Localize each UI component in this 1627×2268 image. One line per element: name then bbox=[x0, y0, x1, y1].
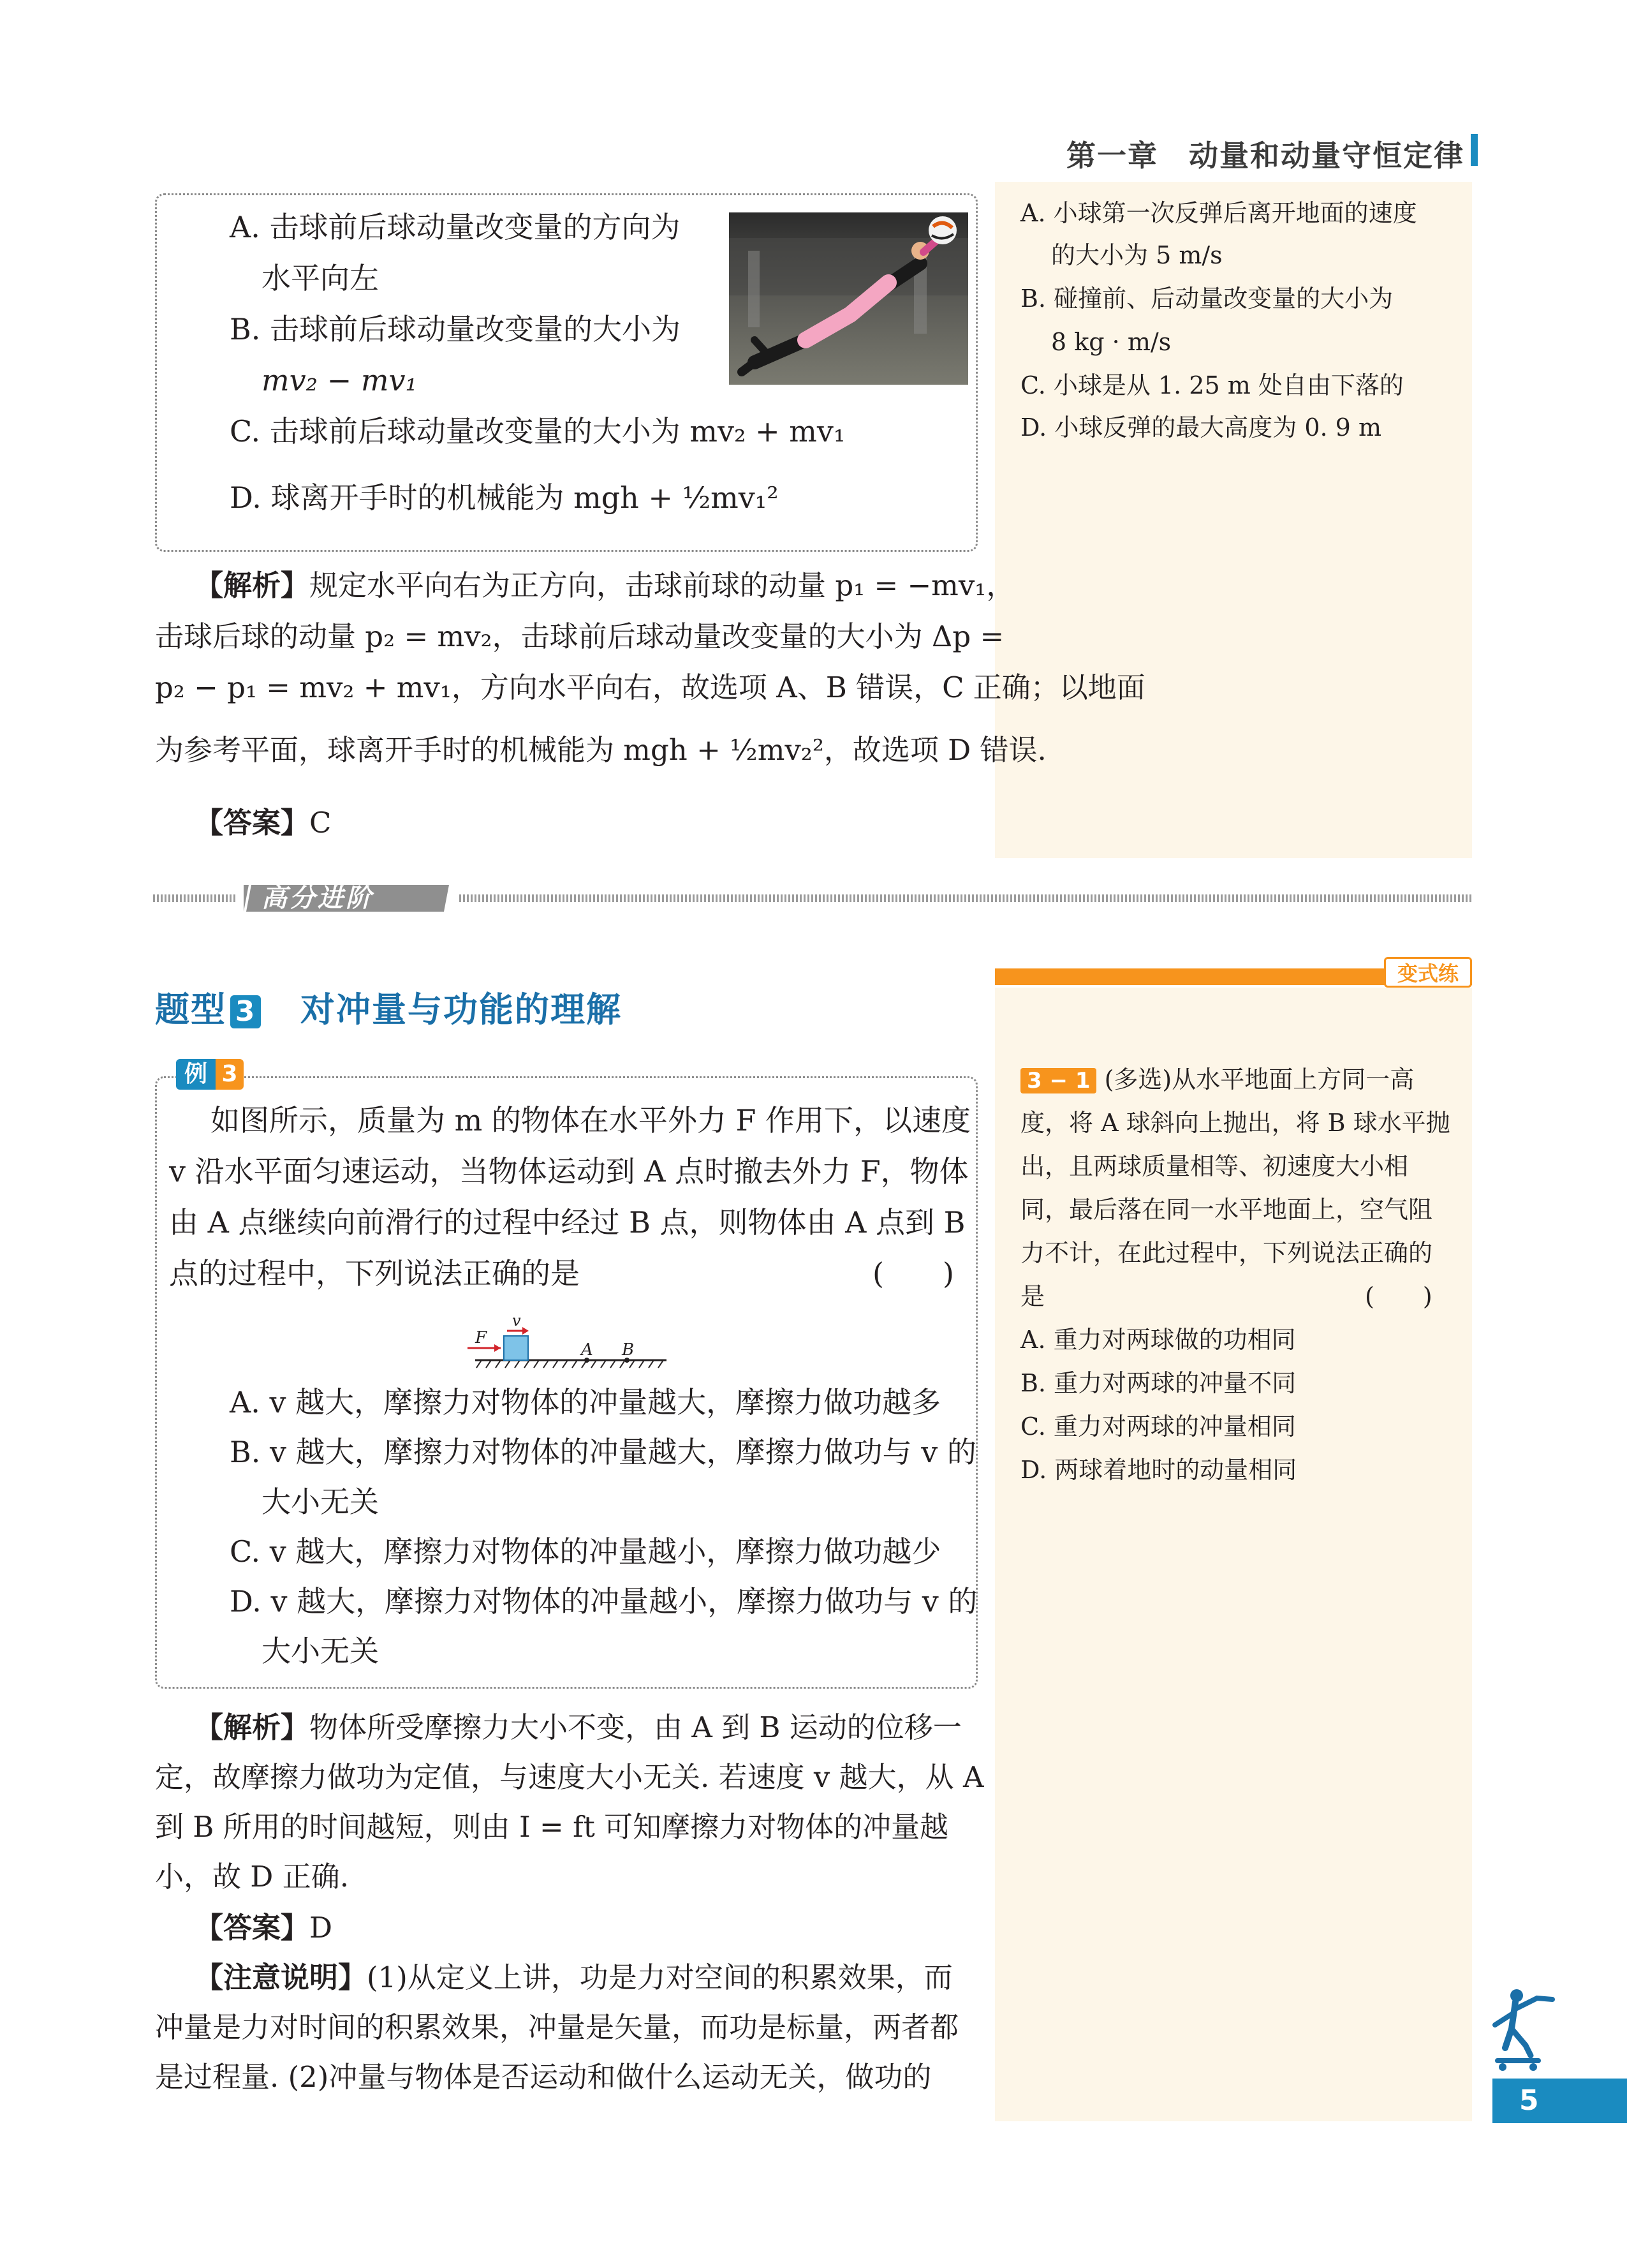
ex3-note-line2: 冲量是力对时间的积累效果，冲量是矢量，而功是标量，两者都 bbox=[155, 2010, 959, 2044]
ex3-figure bbox=[462, 1308, 673, 1372]
ex2-answer-value: C bbox=[309, 806, 332, 840]
variant-option-c: C. 重力对两球的冲量相同 bbox=[1020, 1412, 1296, 1441]
example3-tag bbox=[176, 1059, 244, 1092]
ex2-option-a-line2: 水平向左 bbox=[261, 261, 379, 295]
ex2-option-b-line1: B. 击球前后球动量改变量的大小为 bbox=[230, 312, 681, 346]
variant-option-a: A. 重力对两球做的功相同 bbox=[1020, 1326, 1296, 1354]
sidebar-panel-top bbox=[995, 182, 1472, 858]
ex2-solution-tag: 【解析】 bbox=[195, 568, 310, 602]
ex3-answer-paren: ( ) bbox=[872, 1256, 954, 1291]
section-title-banner bbox=[242, 884, 453, 913]
section-divider bbox=[153, 884, 1472, 913]
divider-rule-right bbox=[459, 894, 1472, 902]
side-option-b-line2: 8 kg · m/s bbox=[1051, 328, 1172, 356]
ex3-option-b-line1: B. v 越大，摩擦力对物体的冲量越大，摩擦力做功与 v 的 bbox=[230, 1435, 976, 1469]
ex3-option-b-line2: 大小无关 bbox=[261, 1485, 379, 1519]
variant-tag: 3 − 1 bbox=[1020, 1068, 1096, 1093]
ex3-solution-text1: 物体所受摩擦力大小不变，由 A 到 B 运动的位移一 bbox=[309, 1710, 962, 1744]
side-option-c: C. 小球是从 1. 25 m 处自由下落的 bbox=[1020, 371, 1404, 399]
ex3-note-line1 bbox=[195, 1960, 953, 1996]
goalkeeper-photo bbox=[729, 212, 968, 385]
chapter-title: 第一章 动量和动量守恒定律 bbox=[1066, 138, 1464, 173]
ex3-solution-tag: 【解析】 bbox=[195, 1710, 310, 1744]
ex2-option-a-line1: A. 击球前后球动量改变量的方向为 bbox=[230, 210, 681, 244]
ex2-solution-line3: p₂ − p₁ = mv₂ + mv₁，方向水平向右，故选项 A、B 错误，C 正确；以地面 bbox=[155, 671, 1145, 704]
skateboarder-mascot-icon bbox=[1486, 1984, 1563, 2073]
variant-question-line1 bbox=[1020, 1065, 1414, 1093]
variant-question-line3: 出，且两球质量相等、初速度大小相 bbox=[1020, 1152, 1409, 1180]
ex3-question-line4: 点的过程中，下列说法正确的是 bbox=[169, 1256, 580, 1291]
example-number: 3 bbox=[216, 1059, 244, 1090]
side-option-a-line1: A. 小球第一次反弹后离开地面的速度 bbox=[1020, 199, 1417, 227]
ex2-option-d: D. 球离开手时的机械能为 mgh + ½mv₁² bbox=[230, 480, 779, 515]
fig-label-F: F bbox=[475, 1328, 487, 1347]
variant-option-d: D. 两球着地时的动量相同 bbox=[1020, 1456, 1297, 1484]
ex3-answer bbox=[195, 1910, 332, 1946]
topic-heading bbox=[155, 982, 622, 1032]
variant-text1: (多选)从水平地面上方同一高 bbox=[1104, 1065, 1415, 1093]
ex3-solution-line3: 到 B 所用的时间越短，则由 I = ft 可知摩擦力对物体的冲量越 bbox=[155, 1810, 949, 1844]
ex3-option-c: C. v 越大，摩擦力对物体的冲量越小，摩擦力做功越少 bbox=[230, 1534, 941, 1569]
ex2-option-b-line2: mv₂ − mv₁ bbox=[261, 363, 417, 397]
variant-badge: 变式练 bbox=[1384, 957, 1472, 988]
variant-question-line6: 是 bbox=[1020, 1282, 1045, 1310]
ex3-question-line3: 由 A 点继续向前滑行的过程中经过 B 点，则物体由 A 点到 B bbox=[169, 1205, 966, 1240]
section-title: 高分进阶 bbox=[261, 884, 374, 913]
ex3-question-line1: 如图所示，质量为 m 的物体在水平外力 F 作用下，以速度 bbox=[210, 1103, 971, 1138]
divider-rule-left bbox=[153, 894, 236, 902]
ex3-solution-line2: 定，故摩擦力做功为定值，与速度大小无关. 若速度 v 越大，从 A bbox=[155, 1760, 984, 1794]
fig-label-B: B bbox=[622, 1340, 635, 1360]
variant-question-line5: 力不计，在此过程中，下列说法正确的 bbox=[1020, 1239, 1433, 1267]
side-option-b-line1: B. 碰撞前、后动量改变量的大小为 bbox=[1020, 285, 1394, 313]
variant-question-line4: 同，最后落在同一水平地面上，空气阻 bbox=[1020, 1196, 1433, 1224]
variant-answer-paren: ( ) bbox=[1365, 1282, 1432, 1310]
ex3-answer-value: D bbox=[309, 1911, 333, 1945]
ex2-answer-tag: 【答案】 bbox=[195, 806, 310, 840]
ex3-note-tag: 【注意说明】 bbox=[195, 1960, 367, 1994]
ex3-option-a: A. v 越大，摩擦力对物体的冲量越大，摩擦力做功越多 bbox=[230, 1385, 941, 1419]
ex3-option-d-line1: D. v 越大，摩擦力对物体的冲量越小，摩擦力做功与 v 的 bbox=[230, 1584, 978, 1619]
ex2-answer bbox=[195, 805, 331, 841]
variant-question-line2: 度，将 A 球斜向上抛出，将 B 球水平抛 bbox=[1020, 1109, 1450, 1137]
ex3-solution-line4: 小，故 D 正确. bbox=[155, 1860, 349, 1894]
ex2-option-c: C. 击球前后球动量改变量的大小为 mv₂ + mv₁ bbox=[230, 414, 846, 448]
page-number: 5 bbox=[1492, 2079, 1627, 2123]
fig-label-A: A bbox=[581, 1340, 593, 1360]
ex3-note-line3: 是过程量. (2)冲量与物体是否运动和做什么运动无关，做功的 bbox=[155, 2060, 932, 2094]
ex3-solution-line1 bbox=[195, 1710, 962, 1745]
ex3-answer-tag: 【答案】 bbox=[195, 1911, 310, 1945]
ex3-option-d-line2: 大小无关 bbox=[261, 1634, 379, 1668]
topic-label: 题型 bbox=[155, 989, 226, 1030]
ex2-solution-line1 bbox=[195, 568, 1015, 604]
ex2-solution-text1: 规定水平向右为正方向，击球前球的动量 p₁ = −mv₁， bbox=[309, 568, 1015, 602]
topic-number: 3 bbox=[230, 995, 261, 1028]
ex3-question-line2: v 沿水平面匀速运动，当物体运动到 A 点时撤去外力 F，物体 bbox=[169, 1154, 969, 1189]
ex3-note-text1: (1)从定义上讲，功是力对空间的积累效果，而 bbox=[367, 1960, 953, 1994]
side-option-a-line2: 的大小为 5 m/s bbox=[1051, 241, 1223, 269]
side-option-d: D. 小球反弹的最大高度为 0. 9 m bbox=[1020, 413, 1381, 441]
topic-title: 对冲量与功能的理解 bbox=[300, 989, 622, 1030]
fig-label-v: v bbox=[512, 1312, 521, 1330]
variant-option-b: B. 重力对两球的冲量不同 bbox=[1020, 1369, 1297, 1397]
example-label: 例 bbox=[176, 1059, 216, 1090]
chapter-accent-bar bbox=[1471, 134, 1478, 166]
ex2-solution-line2: 击球后球的动量 p₂ = mv₂，击球前后球动量改变量的大小为 Δp = bbox=[155, 619, 1005, 653]
ex2-solution-line4: 为参考平面，球离开手时的机械能为 mgh + ½mv₂²，故选项 D 错误. bbox=[155, 733, 1047, 767]
